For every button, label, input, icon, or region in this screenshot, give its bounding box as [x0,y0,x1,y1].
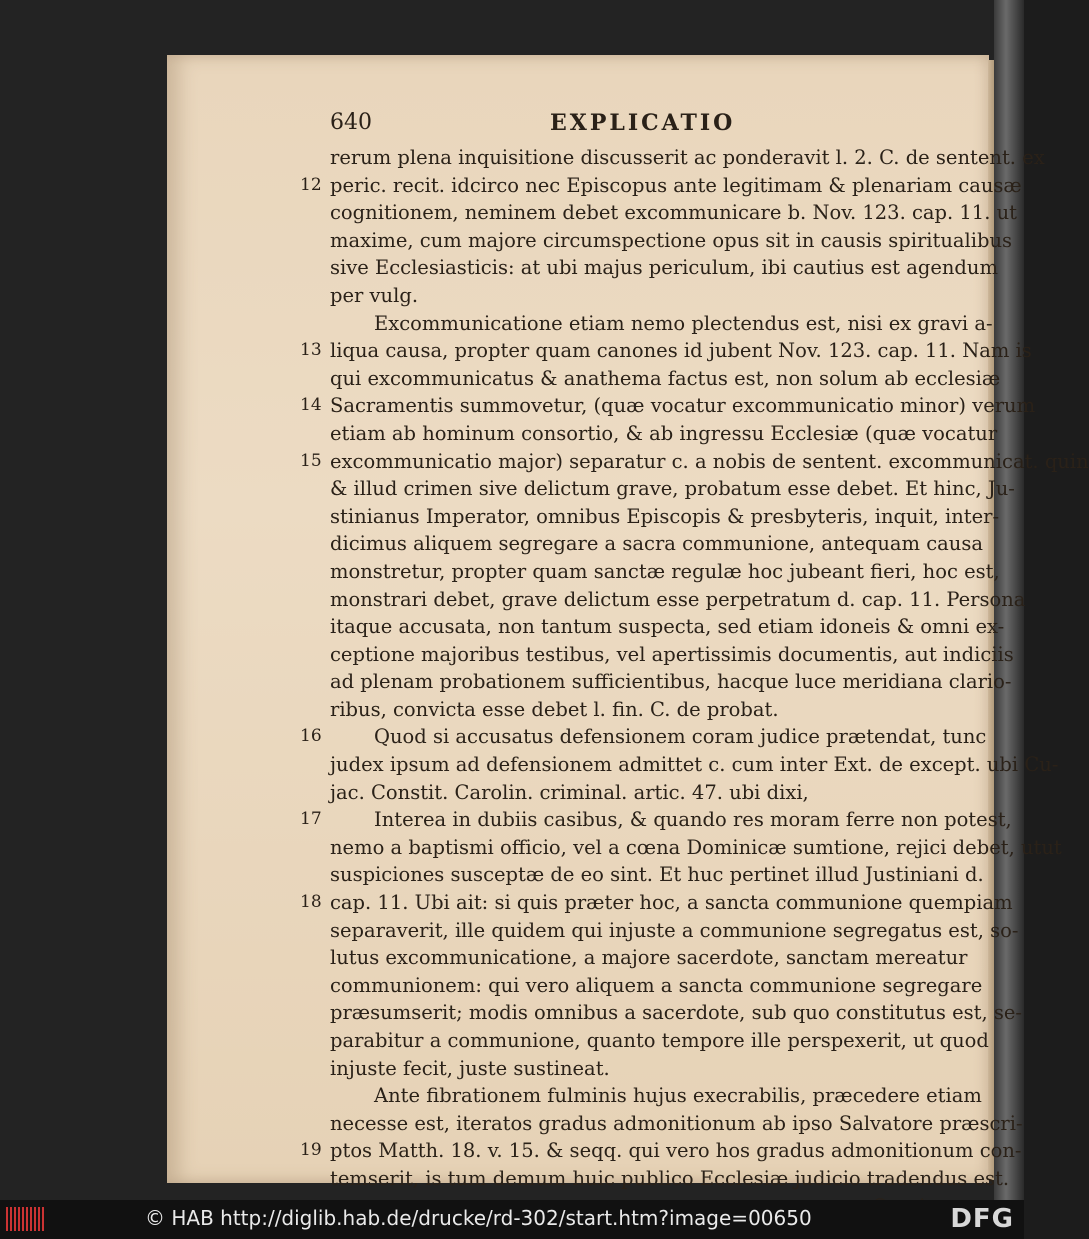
margin-number: 14 [300,395,322,416]
line-text: Interea in dubiis casibus, & quando res moram ferre non potest, [374,808,1012,832]
line-text: temserit, is tum demum huic publico Ecclesiæ judicio tradendus est. [330,1166,1010,1190]
text-line [300,806,1012,834]
margin-number: 19 [300,1140,322,1161]
line-text: separaverit, ille quidem qui injuste a communione segregatus est, so- [330,918,1019,942]
text-line [330,751,1059,779]
margin-number: 15 [300,450,322,471]
margin-number: 16 [300,726,322,747]
line-text: judex ipsum ad defensionem admittet c. cum inter Ext. de except. ubi Cu- [330,753,1059,777]
line-text: liqua causa, propter quam canones id jubent Nov. 123. cap. 11. Nam is [330,339,1032,363]
text-line [330,1110,1023,1138]
text-line [330,144,1045,172]
text-line [300,337,1032,365]
line-text: monstretur, propter quam sanctæ regulæ hoc jubeant fieri, hoc est, [330,559,1000,583]
line-text: ribus, convicta esse debet l. fin. C. de probat. [330,697,779,721]
line-text: necesse est, iteratos gradus admonitionum ab ipso Salvatore præscri- [330,1111,1023,1135]
margin-number: 17 [300,809,322,830]
line-text: præsumserit; modis omnibus a sacerdote, sub quo constitutus est, se- [330,1001,1023,1025]
line-text: ptos Matth. 18. v. 15. & seqq. qui vero hos gradus admonitionum con- [330,1139,1022,1163]
text-line [330,365,1001,393]
line-text: qui excommunicatus & anathema factus est, non solum ab ecclesiæ [330,366,1001,390]
line-text: stinianus Imperator, omnibus Episcopis & presbyteris, inquit, inter- [330,504,1000,528]
text-line [330,944,968,972]
line-text: etiam ab hominum consortio, & ab ingressu Ecclesiæ (quæ vocatur [330,421,998,445]
text-line [300,392,1036,420]
text-line [330,972,983,1000]
line-text: sive Ecclesiasticis: at ubi majus periculum, ibi cautius est agendum [330,256,998,280]
text-line [300,448,1089,476]
text-line [330,861,984,889]
dfg-logo: DFG [950,1204,1014,1234]
text-line [330,1165,1010,1193]
viewer-footer [0,1200,1024,1239]
barcode-icon [6,1207,46,1231]
text-line [330,696,932,724]
margin-number: 12 [300,174,322,195]
line-text: communionem: qui vero aliquem a sancta communione segregare [330,973,983,997]
text-line [330,641,1014,669]
text-line [330,586,1026,614]
text-line [330,917,1019,945]
text-line [300,723,987,751]
text-line [300,889,1013,917]
line-text: maxime, cum majore circumspectione opus sit in causis spiritualibus [330,228,1013,252]
text-line [330,227,1013,255]
line-text: & illud crimen sive delictum grave, probatum esse debet. Et hinc, Ju- [330,477,1015,501]
text-line [330,310,993,338]
line-text: cognitionem, neminem debet excommunicare b. Nov. 123. cap. 11. ut [330,201,1018,225]
line-text: monstrari debet, grave delictum esse perpetratum d. cap. 11. Persona [330,587,1026,611]
line-text: peric. recit. idcirco nec Episcopus ante legitimam & plenariam causæ [330,173,1022,197]
line-text: jac. Constit. Carolin. criminal. artic. 47. ubi dixi, [330,780,809,804]
line-text: dicimus aliquem segregare a sacra communione, antequam causa [330,532,983,556]
line-text: Quod si accusatus defensionem coram judice prætendat, tunc [374,725,987,749]
line-text: injuste fecit, juste sustineat. [330,1056,610,1080]
text-line [330,1027,989,1055]
text-line [330,834,1062,862]
page-header [330,110,930,142]
line-text: ad plenam probationem sufficientibus, hacque luce meridiana clario- [330,670,1012,694]
text-line [330,420,998,448]
line-text: per vulg. [330,283,419,307]
line-text: excommunicatio major) separatur c. a nobis de sentent. excommunicat. quin [330,449,1089,473]
page-number: 640 [330,110,372,135]
text-line [330,1055,932,1083]
text-line [330,999,1023,1027]
line-text: Sacramentis summovetur, (quæ vocatur excommunicatio minor) verum [330,394,1036,418]
text-line [330,199,1018,227]
text-line [330,282,932,310]
line-text: lutus excommunicatione, a majore sacerdote, sanctam mereatur [330,946,968,970]
line-text: Excommunicatione etiam nemo plectendus est, nisi ex gravi a- [374,311,993,335]
text-line [330,254,998,282]
line-text: Ante fibrationem fulminis hujus execrabilis, præcedere etiam [374,1084,982,1108]
source-url-link[interactable]: © HAB http://diglib.hab.de/drucke/rd-302/start.htm?image=00650 [145,1206,812,1230]
line-text: nemo a baptismi officio, vel a cœna Dominicæ sumtione, rejici debet, utut [330,835,1062,859]
line-text: suspiciones susceptæ de eo sint. Et huc pertinet illud Justiniani d. [330,863,984,887]
text-line [330,503,1000,531]
text-line [330,613,1005,641]
text-line [300,1137,1022,1165]
line-text: cap. 11. Ubi ait: si quis præter hoc, a sancta communione quempiam [330,891,1013,915]
line-text: ceptione majoribus testibus, vel apertissimis documentis, aut indiciis [330,642,1014,666]
line-text: itaque accusata, non tantum suspecta, sed etiam idoneis & omni ex- [330,615,1005,639]
text-line [330,558,1000,586]
running-head: EXPLICATIO [550,110,736,136]
line-text: rerum plena inquisitione discusserit ac ponderavit l. 2. C. de sentent. ex [330,146,1045,169]
text-line [330,1082,982,1110]
text-line [330,668,1012,696]
margin-number: 18 [300,892,322,913]
text-line [330,530,983,558]
line-text: parabitur a communione, quanto tempore ille perspexerit, ut quod [330,1029,989,1052]
text-line [330,779,932,807]
margin-number: 13 [300,340,322,361]
text-line [300,172,1022,200]
text-line [330,475,1015,503]
